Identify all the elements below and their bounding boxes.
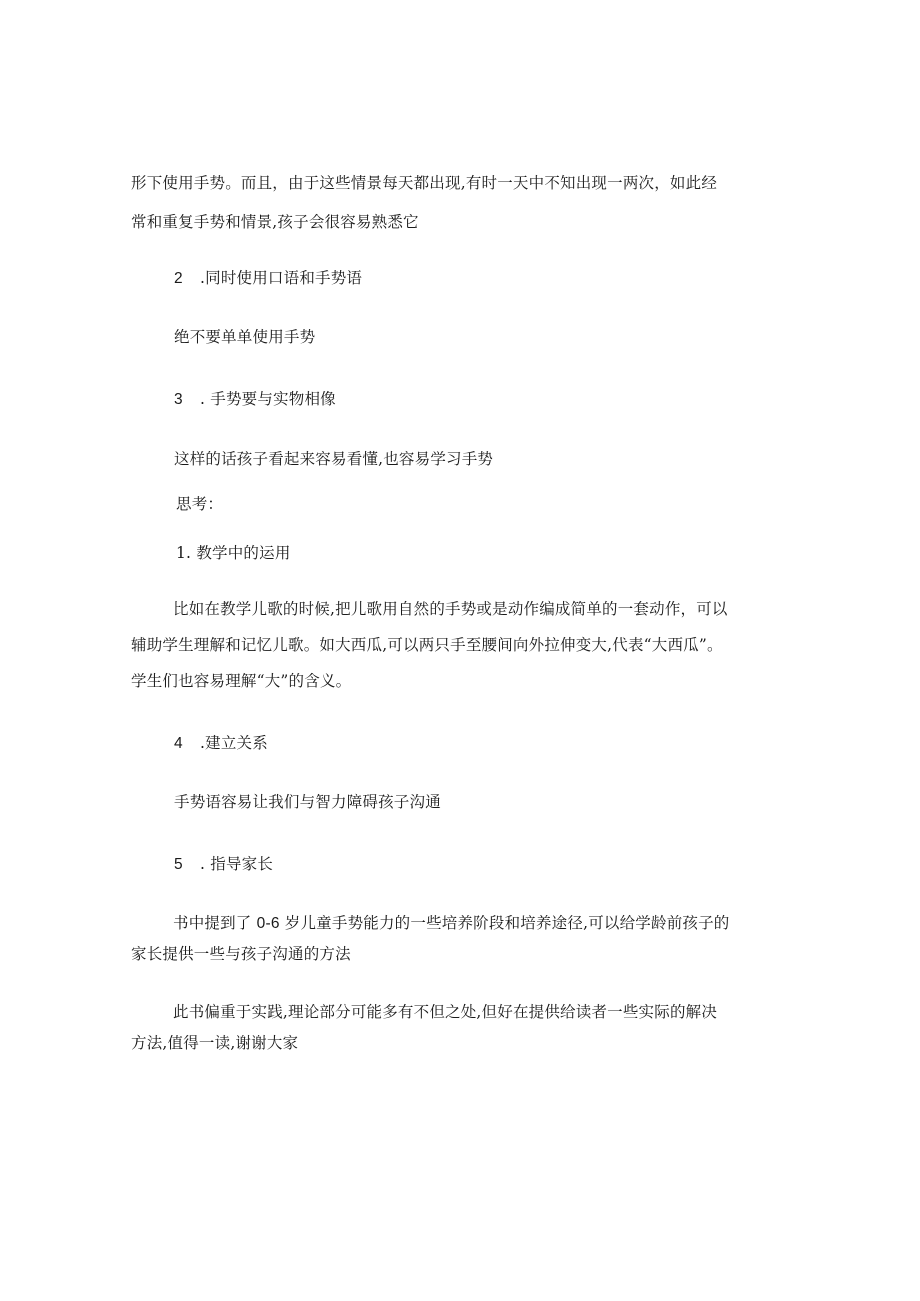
section-5-body-line-1 xyxy=(173,913,730,934)
section-5-heading xyxy=(174,854,273,875)
section-2-heading xyxy=(174,268,362,289)
section-3-heading xyxy=(174,389,336,410)
intro-line-2: 常和重复手势和情景,孩子会很容易熟悉它 xyxy=(131,213,419,231)
closing-line-2: 方法,值得一读,谢谢大家 xyxy=(131,1034,299,1052)
section-4-heading xyxy=(174,733,268,754)
section-5-age-range: 0-6 xyxy=(256,915,280,932)
section-4-body: 手势语容易让我们与智力障碍孩子沟通 xyxy=(174,793,441,811)
section-3-number: 3 xyxy=(174,391,183,408)
reflection-item-1-line-2: 辅助学生理解和记忆儿歌。如大西瓜,可以两只手至腰间向外拉伸变大,代表“大西瓜”。 xyxy=(131,636,723,654)
section-5-number: 5 xyxy=(174,856,183,873)
section-2-body: 绝不要单单使用手势 xyxy=(174,328,316,346)
section-5-body-line-2: 家长提供一些与孩子沟通的方法 xyxy=(131,945,351,963)
reflection-label: 思考： xyxy=(176,495,224,513)
section-5-body-post: 岁儿童手势能力的一些培养阶段和培养途径,可以给学龄前孩子的 xyxy=(279,914,730,932)
section-3-title: . 手势要与实物相像 xyxy=(200,390,336,408)
section-3-body: 这样的话孩子看起来容易看懂,也容易学习手势 xyxy=(174,450,494,468)
section-4-title: .建立关系 xyxy=(200,734,268,752)
section-5-title: . 指导家长 xyxy=(200,855,274,873)
intro-line-1: 形下使用手势。而且，由于这些情景每天都出现,有时一天中不知出现一两次，如此经 xyxy=(131,174,718,192)
reflection-item-1-title: 1. 教学中的运用 xyxy=(176,544,291,562)
reflection-item-1-line-1: 比如在教学儿歌的时候,把儿歌用自然的手势或是动作编成简单的一套动作，可以 xyxy=(173,600,728,618)
section-4-number: 4 xyxy=(174,735,183,752)
section-5-body-pre: 书中提到了 xyxy=(173,914,257,932)
closing-line-1: 此书偏重于实践,理论部分可能多有不但之处,但好在提供给读者一些实际的解决 xyxy=(173,1003,718,1021)
section-2-title: .同时使用口语和手势语 xyxy=(200,269,363,287)
section-2-number: 2 xyxy=(174,270,183,287)
reflection-item-1-line-3: 学生们也容易理解“大”的含义。 xyxy=(131,672,352,690)
